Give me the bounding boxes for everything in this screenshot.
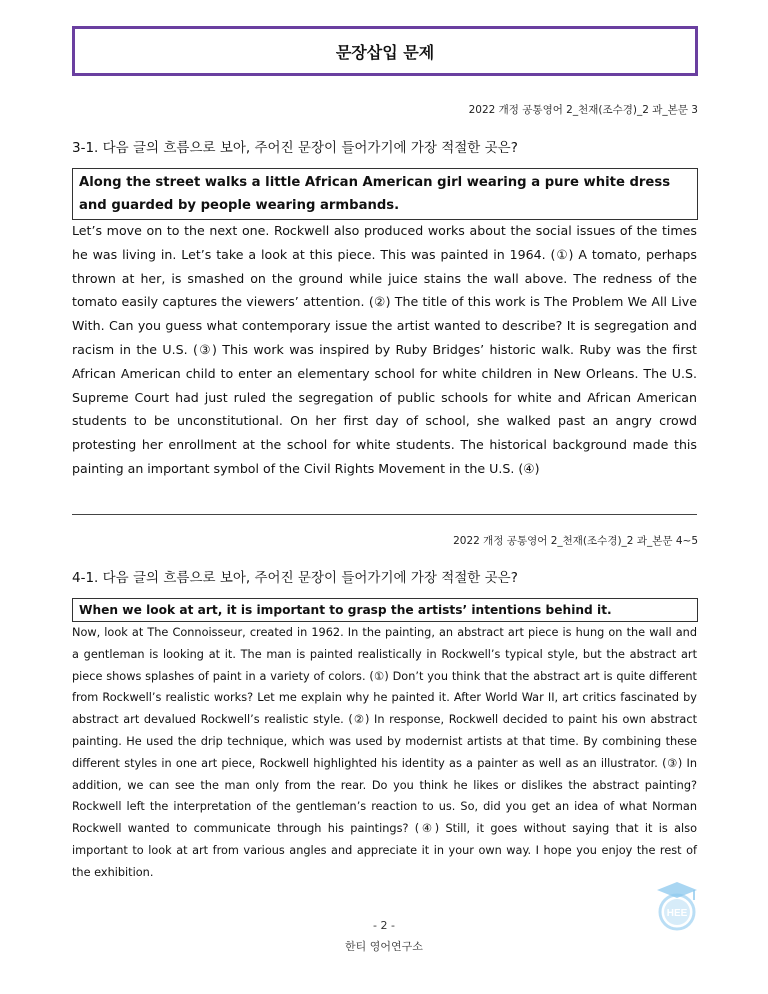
source-label-q2: 2022 개정 공통영어 2_천재(조수경)_2 과_본문 4~5 xyxy=(453,535,698,547)
question-q1: 3-1. 다음 글의 흐름으로 보아, 주어진 문장이 들어가기에 가장 적절한 곳은? xyxy=(72,140,518,156)
given-sentence-box-q2 xyxy=(72,598,698,622)
section-divider xyxy=(72,514,697,515)
passage-q1: Let’s move on to the next one. Rockwell also produced works about the social issues of the times he was living in. Let’s take a look at this piece. This was painted in 1964. (①) A tomato, perhaps thrown at her, is smashed on the ground while juice stains the wall above. The redness of the tomato easily captures the viewers’ attention. (②) The title of this work is The Problem We All Live With. Can you guess what contemporary issue the artist wanted to describe? It is segregation and racism in the U.S. (③) This work was inspired by Ruby Bridges’ historic walk. Ruby was the first African American child to enter an elementary school for white children in New Orleans. The U.S. Supreme Court had just ruled the segregation of public schools for white and African American students to be unconstitutional. On her first day of school, she walked past an angry crowd protesting her enrollment at the school for white students. The historical background made this painting an important symbol of the Civil Rights Movement in the U.S. (④) xyxy=(72,223,697,476)
given-sentence-q2: When we look at art, it is important to grasp the artists’ intentions behind it. xyxy=(79,603,612,617)
given-sentence-q1: Along the street walks a little African American girl wearing a pure white dress and guarded by people wearing armbands. xyxy=(79,175,671,213)
page-title-box xyxy=(72,26,698,76)
given-sentence-box-q1 xyxy=(72,168,698,220)
source-label-q1: 2022 개정 공통영어 2_천재(조수경)_2 과_본문 3 xyxy=(468,104,698,116)
logo-text: HEE xyxy=(666,908,688,919)
footer-org: 한티 영어연구소 xyxy=(345,940,423,953)
graduation-cap-icon xyxy=(652,878,702,932)
page-title: 문장삽입 문제 xyxy=(335,42,435,62)
page-number: - 2 - xyxy=(373,919,395,932)
passage-q2: Now, look at The Connoisseur, created in 1962. In the painting, an abstract art piece is hung on the wall and a gentleman is looking at it. The man is painted realistically in Rockwell’s typical style, but the abstract art piece shows splashes of paint in a variety of colors. (①) Don’t you think that the abstract art is quite different from Rockwell’s realistic works? Let me explain why he painted it. After World War II, art critics fascinated by abstract art devalued Rockwell’s realistic style. (②) In response, Rockwell decided to paint his own abstract painting. He used the drip technique, which was used by modernist artists at that time. By combining these different styles in one art piece, Rockwell highlighted his identity as a painter as well as an illustrator. (③) In addition, we can see the man only from the rear. Do you think he likes or dislikes the abstract painting? Rockwell left the interpretation of the gentleman’s reaction to us. So, did you get an idea of what Norman Rockwell wanted to communicate through his paintings? (④) Still, it goes without saying that it is also important to look at art from various angles and appreciate it in your own way. I hope you enjoy the rest of the exhibition. xyxy=(72,626,697,879)
question-q2: 4-1. 다음 글의 흐름으로 보아, 주어진 문장이 들어가기에 가장 적절한 곳은? xyxy=(72,570,518,586)
hee-logo xyxy=(652,878,702,932)
